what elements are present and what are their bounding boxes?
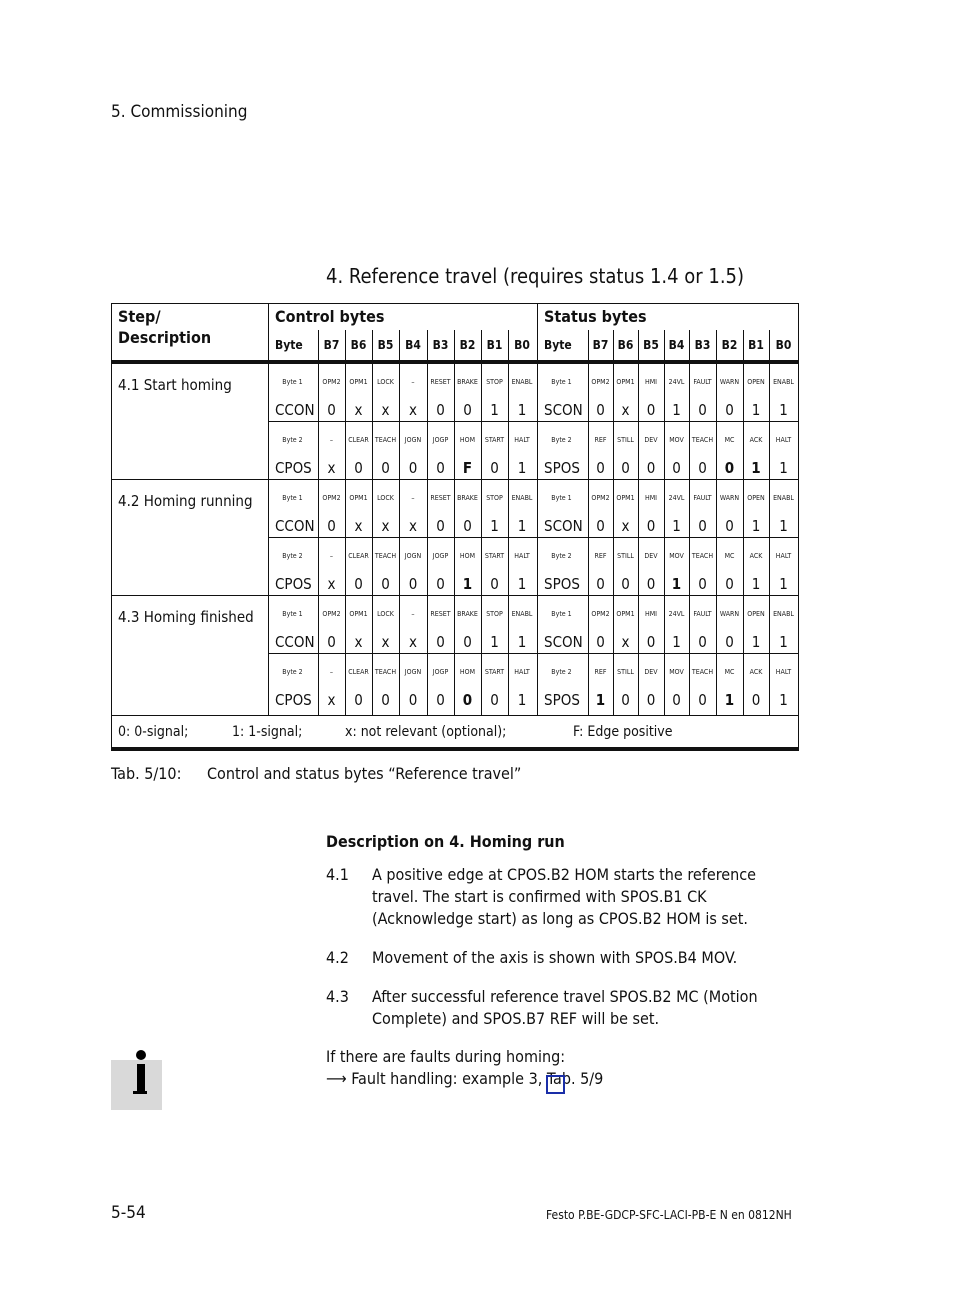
bit-name: HALT: [775, 552, 792, 560]
bit-value: 0: [436, 517, 445, 535]
bit-column-header: B4: [405, 338, 421, 352]
bit-name: RESET: [430, 494, 451, 502]
step-divider: [111, 479, 799, 480]
table-title: 4. Reference travel (requires status 1.4 or 1.5): [326, 264, 745, 288]
bit-value: 0: [408, 575, 418, 593]
bit-value: 1: [517, 691, 527, 709]
bit-name: OPM1: [349, 494, 368, 502]
step-label: 4.1 Start homing: [118, 376, 232, 394]
bit-name: 24VL: [668, 610, 685, 618]
register-name: SPOS: [544, 459, 580, 477]
bit-value: 0: [408, 459, 418, 477]
bit-value: 0: [751, 691, 761, 709]
bit-value: 1: [751, 575, 761, 593]
bit-name: ENABL: [511, 494, 533, 502]
bit-value: 1: [751, 459, 761, 477]
table-border-right: [798, 303, 799, 751]
byte-number-label: Byte 2: [282, 668, 303, 676]
bit-name: HOM: [459, 668, 476, 676]
bit-column-header: B2: [459, 338, 476, 352]
bit-name: BRAKE: [457, 610, 478, 618]
item-text: After successful reference travel SPOS.B2 MC (Motion Complete) and SPOS.B7 REF will be set.: [372, 987, 758, 1028]
bit-name: TEACH: [374, 436, 397, 444]
bit-name: JOGP: [432, 436, 449, 444]
byte-number-label: Byte 2: [551, 552, 572, 560]
bit-name: MOV: [669, 436, 684, 444]
bit-name: HOM: [459, 436, 476, 444]
bit-name: FAULT: [693, 494, 712, 502]
bit-name: STOP: [486, 378, 503, 386]
bit-name: REF: [594, 552, 607, 560]
bit-name: OPM1: [349, 378, 368, 386]
register-name: SCON: [544, 517, 583, 535]
bit-value: 0: [381, 575, 390, 593]
bit-value: 1: [779, 517, 788, 535]
bit-name: 24VL: [668, 494, 685, 502]
bit-name: STILL: [617, 552, 634, 560]
bit-value: 0: [462, 691, 473, 709]
table-rule-legend: [111, 715, 799, 716]
bit-value: 1: [517, 517, 527, 535]
bit-name: WARN: [719, 610, 740, 618]
step-label: 4.2 Homing running: [118, 492, 253, 510]
row-divider: [268, 421, 799, 422]
register-name: SCON: [544, 401, 583, 419]
bit-value: 0: [596, 575, 605, 593]
bit-name: LOCK: [377, 494, 394, 502]
bit-column-header: B1: [486, 338, 503, 352]
bit-name: RESET: [430, 378, 451, 386]
bit-name: MOV: [669, 552, 684, 560]
reference-travel-table: [111, 303, 799, 751]
byte-number-label: Byte 2: [551, 668, 572, 676]
bit-name: CLEAR: [348, 668, 369, 676]
bit-name: TEACH: [691, 552, 714, 560]
bit-value: 0: [490, 575, 499, 593]
bit-value: 0: [354, 575, 363, 593]
bit-name: 24VL: [668, 378, 685, 386]
bit-name: –: [411, 494, 415, 502]
bit-name: REF: [594, 436, 607, 444]
bit-name: STILL: [617, 436, 634, 444]
bit-value: 0: [327, 517, 336, 535]
bit-value: 1: [779, 401, 788, 419]
caption-text: Control and status bytes “Reference travel”: [207, 764, 522, 783]
bit-name: HOM: [459, 552, 476, 560]
bit-name: CLEAR: [348, 552, 369, 560]
bit-name: ACK: [749, 552, 763, 560]
description-heading: Description on 4. Homing run: [326, 832, 565, 851]
bit-value: x: [381, 401, 390, 419]
bit-name: STOP: [486, 610, 503, 618]
byte-number-label: Byte 2: [551, 436, 572, 444]
bit-value: 0: [725, 633, 734, 651]
bit-column-header: B5: [643, 338, 659, 352]
bit-value: 0: [354, 691, 363, 709]
bit-value: 0: [327, 633, 336, 651]
item-text: Movement of the axis is shown with SPOS.B4 MOV.: [372, 948, 738, 967]
bit-value: 1: [751, 401, 761, 419]
bit-value: 1: [490, 517, 499, 535]
page-number: 5-54: [111, 1203, 146, 1223]
bit-value: 0: [436, 633, 445, 651]
bit-name: LOCK: [377, 610, 394, 618]
bit-name: OPM2: [591, 610, 610, 618]
bit-name: STOP: [486, 494, 503, 502]
bit-name: FAULT: [693, 378, 712, 386]
register-name: CCON: [275, 401, 315, 419]
bit-value: 1: [517, 575, 527, 593]
bit-name: OPEN: [747, 610, 765, 618]
step-header: Step/: [118, 307, 161, 326]
row-divider: [268, 653, 799, 654]
table-rule-bottom: [111, 747, 799, 751]
note-line: If there are faults during homing:: [326, 1047, 566, 1066]
bit-name: JOGN: [404, 436, 422, 444]
item-text: A positive edge at CPOS.B2 HOM starts the reference travel. The start is confirmed with SPOS.B1 CK (Acknowledge start) as long as CPOS.B2 HOM is set.: [372, 865, 757, 928]
bit-name: OPM2: [322, 494, 341, 502]
bit-name: JOGN: [404, 668, 422, 676]
table-rule-top: [111, 303, 799, 304]
bit-value: 0: [621, 459, 630, 477]
bit-name: MC: [724, 436, 735, 444]
bit-value: 1: [672, 633, 681, 651]
bit-value: 0: [725, 575, 734, 593]
bit-value: 1: [517, 401, 527, 419]
bit-name: HMI: [644, 610, 658, 618]
bit-value: 1: [779, 633, 788, 651]
bit-value: 0: [621, 691, 630, 709]
bit-name: OPM2: [591, 378, 610, 386]
byte-column-header: Byte: [275, 338, 303, 352]
bit-value: 0: [725, 401, 734, 419]
bit-value: 1: [779, 459, 788, 477]
bit-value: 1: [751, 633, 761, 651]
bit-value: x: [409, 401, 417, 419]
bit-value: 1: [462, 575, 473, 593]
bit-value: 0: [646, 401, 656, 419]
bit-name: TEACH: [374, 552, 397, 560]
status-bytes-header: Status bytes: [544, 307, 647, 326]
byte-number-label: Byte 2: [282, 552, 303, 560]
bit-value: 1: [672, 401, 681, 419]
bit-value: x: [381, 517, 390, 535]
byte-column-header: Byte: [544, 338, 572, 352]
bit-name: –: [411, 378, 415, 386]
bit-name: ENABL: [511, 610, 533, 618]
legend-item: 0: 0-signal;: [118, 724, 189, 740]
bit-value: 0: [646, 575, 656, 593]
step-header: Description: [118, 328, 212, 347]
bit-column-header: B3: [694, 338, 711, 352]
bit-name: CLEAR: [348, 436, 369, 444]
byte-number-label: Byte 1: [551, 610, 572, 618]
table-rule-header: [111, 360, 799, 364]
bit-value: 0: [596, 459, 605, 477]
bit-value: 0: [408, 691, 418, 709]
legend-item: 1: 1-signal;: [232, 724, 303, 740]
bit-name: STILL: [617, 668, 634, 676]
link-highlight-box[interactable]: [546, 1075, 565, 1094]
bit-value: 0: [490, 459, 499, 477]
bit-name: HMI: [644, 378, 658, 386]
bit-value: 0: [698, 401, 707, 419]
bit-name: BRAKE: [457, 494, 478, 502]
bit-column-header: B7: [592, 338, 609, 352]
bit-value: 0: [646, 633, 656, 651]
register-name: CPOS: [275, 575, 312, 593]
bit-name: MC: [724, 552, 735, 560]
table-caption: [111, 764, 521, 783]
chapter-heading: 5. Commissioning: [111, 102, 248, 122]
bit-value: 0: [672, 459, 681, 477]
bit-name: TEACH: [691, 436, 714, 444]
bit-name: DEV: [644, 552, 658, 560]
bit-value: 0: [724, 459, 735, 477]
bit-value: 0: [463, 401, 472, 419]
register-name: CPOS: [275, 459, 312, 477]
register-name: SCON: [544, 633, 583, 651]
bit-value: 1: [595, 691, 606, 709]
bit-value: 0: [698, 575, 707, 593]
byte-number-label: Byte 1: [282, 494, 303, 502]
bit-column-header: B7: [323, 338, 340, 352]
bit-name: REF: [594, 668, 607, 676]
bit-value: 0: [436, 575, 445, 593]
bit-name: ACK: [749, 668, 763, 676]
bit-value: 0: [354, 459, 363, 477]
bit-name: OPM2: [322, 610, 341, 618]
register-name: CCON: [275, 633, 315, 651]
bit-value: 0: [596, 633, 605, 651]
bit-name: JOGP: [432, 552, 449, 560]
bit-name: BRAKE: [457, 378, 478, 386]
bit-value: 1: [517, 633, 527, 651]
bit-value: 0: [436, 691, 445, 709]
bit-name: HALT: [514, 436, 530, 444]
bit-value: x: [327, 691, 336, 709]
bit-name: MOV: [669, 668, 684, 676]
bit-name: –: [411, 610, 415, 618]
bit-value: x: [327, 459, 336, 477]
register-name: SPOS: [544, 575, 580, 593]
bit-name: HMI: [644, 494, 658, 502]
bit-column-header: B3: [432, 338, 449, 352]
bit-value: x: [354, 401, 363, 419]
caption-label: Tab. 5/10:: [111, 764, 182, 783]
bit-value: 0: [596, 517, 605, 535]
bit-value: 1: [779, 575, 788, 593]
row-divider: [268, 537, 799, 538]
bit-name: OPM2: [591, 494, 610, 502]
bit-value: 0: [327, 401, 336, 419]
bit-name: OPM1: [616, 494, 635, 502]
byte-number-label: Byte 1: [282, 378, 303, 386]
bit-value: x: [409, 517, 417, 535]
bit-name: OPEN: [747, 494, 765, 502]
document-id: Festo P.BE-GDCP-SFC-LACI-PB-E N en 0812NH: [546, 1208, 792, 1222]
bit-name: HALT: [775, 436, 792, 444]
bit-value: F: [462, 459, 473, 477]
bit-value: 1: [751, 517, 761, 535]
bit-name: TEACH: [691, 668, 714, 676]
bit-value: 1: [779, 691, 788, 709]
bit-name: ENABL: [773, 378, 794, 386]
bit-value: 0: [490, 691, 499, 709]
step-divider: [111, 595, 799, 596]
register-name: CPOS: [275, 691, 312, 709]
bit-value: 0: [646, 459, 656, 477]
bit-value: x: [381, 633, 390, 651]
control-bytes-header: Control bytes: [275, 307, 385, 326]
bit-value: 0: [463, 633, 472, 651]
byte-number-label: Byte 2: [282, 436, 303, 444]
bit-value: 0: [381, 691, 390, 709]
bit-name: OPM2: [322, 378, 341, 386]
bit-value: 1: [490, 633, 499, 651]
bit-column-header: B6: [350, 338, 367, 352]
note-link-line[interactable]: ⟶ Fault handling: example 3, Tab. 5/9: [326, 1069, 604, 1088]
bit-value: 0: [596, 401, 605, 419]
bit-value: 1: [671, 575, 682, 593]
bit-value: x: [621, 633, 630, 651]
table-border-left: [111, 303, 112, 751]
bit-name: OPEN: [747, 378, 765, 386]
bit-column-header: B4: [668, 338, 685, 352]
bit-value: x: [354, 633, 363, 651]
bit-value: 1: [724, 691, 735, 709]
register-name: CCON: [275, 517, 315, 535]
item-number: 4.1: [326, 865, 349, 884]
bit-value: 0: [646, 691, 656, 709]
byte-number-label: Byte 1: [282, 610, 303, 618]
bit-name: RESET: [430, 610, 451, 618]
bit-value: 0: [698, 517, 707, 535]
bit-name: –: [329, 436, 334, 444]
bit-value: 0: [463, 517, 472, 535]
bit-name: TEACH: [374, 668, 397, 676]
bit-value: 0: [436, 401, 445, 419]
bit-name: MC: [724, 668, 735, 676]
bit-name: ENABL: [511, 378, 533, 386]
bit-column-header: B5: [377, 338, 394, 352]
register-name: SPOS: [544, 691, 580, 709]
bit-value: 0: [381, 459, 390, 477]
bit-name: OPM1: [616, 610, 635, 618]
bit-name: –: [329, 552, 334, 560]
bit-value: 0: [698, 633, 707, 651]
bit-column-header: B1: [748, 338, 764, 352]
bit-value: 0: [698, 691, 707, 709]
bit-name: LOCK: [377, 378, 394, 386]
bit-value: 0: [725, 517, 734, 535]
legend-item: x: not relevant (optional);: [345, 724, 507, 740]
bit-column-header: B2: [721, 338, 738, 352]
bit-name: ACK: [749, 436, 763, 444]
bit-name: FAULT: [693, 610, 712, 618]
bit-name: ENABL: [773, 610, 794, 618]
item-number: 4.2: [326, 948, 349, 967]
bit-value: x: [621, 517, 630, 535]
bit-name: –: [329, 668, 334, 676]
bit-name: START: [484, 552, 505, 560]
bit-name: ENABL: [773, 494, 794, 502]
bit-value: 1: [672, 517, 681, 535]
legend-item: F: Edge positive: [573, 724, 673, 740]
bit-name: JOGP: [432, 668, 449, 676]
byte-number-label: Byte 1: [551, 494, 572, 502]
step-label: 4.3 Homing finished: [118, 608, 254, 626]
bit-value: 0: [436, 459, 445, 477]
bit-name: START: [484, 668, 505, 676]
bit-name: WARN: [719, 494, 740, 502]
bit-value: 0: [698, 459, 707, 477]
bit-value: x: [409, 633, 417, 651]
bit-name: DEV: [644, 668, 658, 676]
bit-value: 0: [621, 575, 630, 593]
bit-name: START: [484, 436, 505, 444]
bit-column-header: B0: [775, 338, 792, 352]
item-number: 4.3: [326, 987, 349, 1006]
bit-column-header: B0: [514, 338, 530, 352]
bit-name: WARN: [719, 378, 740, 386]
byte-number-label: Byte 1: [551, 378, 572, 386]
bit-column-header: B6: [617, 338, 634, 352]
bit-name: JOGN: [404, 552, 422, 560]
bit-name: OPM1: [349, 610, 368, 618]
bit-name: OPM1: [616, 378, 635, 386]
info-icon: [111, 1060, 162, 1110]
bit-name: DEV: [644, 436, 658, 444]
bit-value: 0: [646, 517, 656, 535]
bit-name: HALT: [514, 552, 530, 560]
bit-value: x: [621, 401, 630, 419]
bit-value: 1: [517, 459, 527, 477]
bit-value: x: [327, 575, 336, 593]
bit-value: x: [354, 517, 363, 535]
bit-name: HALT: [775, 668, 792, 676]
bit-value: 1: [490, 401, 499, 419]
bit-name: HALT: [514, 668, 530, 676]
bit-value: 0: [672, 691, 681, 709]
